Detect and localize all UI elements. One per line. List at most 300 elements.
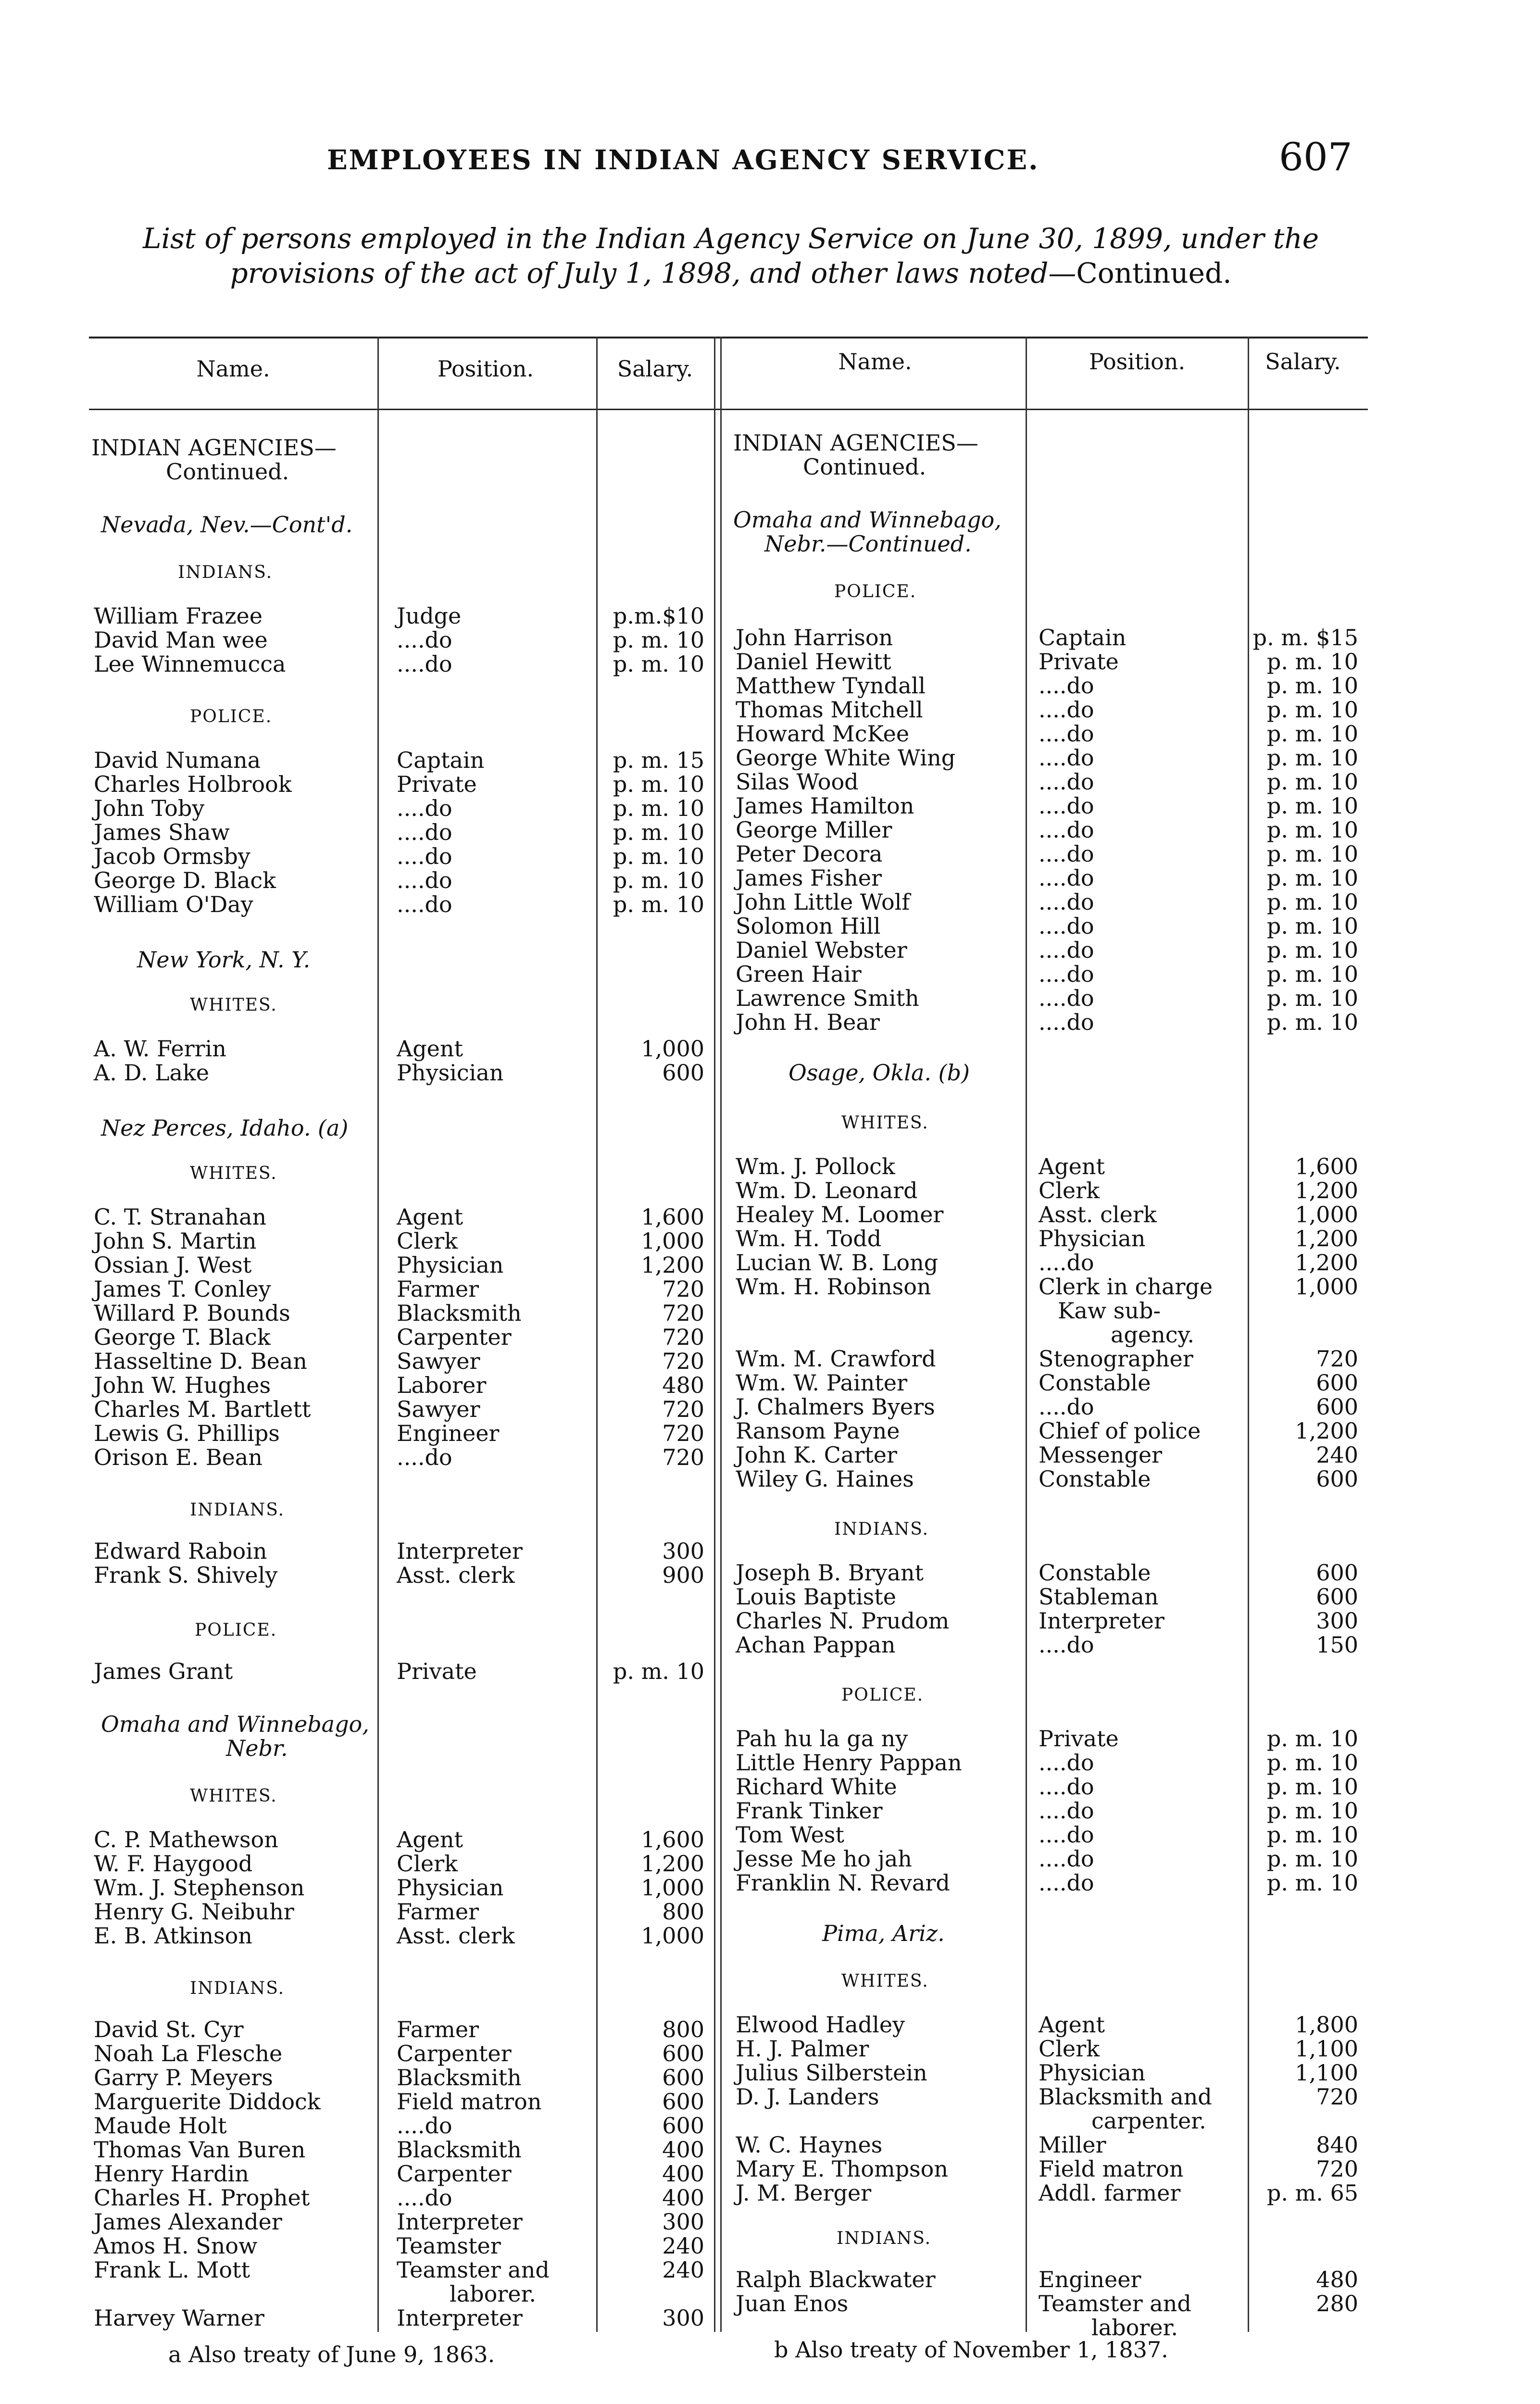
row-position: ....do xyxy=(397,627,452,653)
row-position: ....do xyxy=(397,891,452,917)
agency-heading: Omaha and Winnebago, xyxy=(101,1711,369,1737)
row-name: David Numana xyxy=(94,747,261,773)
row-position: Physician xyxy=(397,1060,504,1086)
row-salary: 1,000 xyxy=(641,1036,704,1062)
footnote-b: b Also treaty of November 1, 1837. xyxy=(774,2337,1168,2363)
column-divider xyxy=(720,337,722,2332)
row-name: Solomon Hill xyxy=(736,913,881,939)
row-name: Willard P. Bounds xyxy=(94,1300,290,1326)
row-name: Henry Hardin xyxy=(94,2161,249,2187)
row-salary: 720 xyxy=(662,1348,704,1374)
row-position: Clerk in charge xyxy=(1039,1274,1213,1300)
row-salary: p. m. 10 xyxy=(1266,913,1358,939)
row-name: James Alexander xyxy=(94,2209,282,2235)
row-salary: p. m. 10 xyxy=(1266,745,1358,771)
row-salary: 1,200 xyxy=(1295,1226,1358,1252)
row-position: ....do xyxy=(397,2113,452,2139)
row-name: Wm. M. Crawford xyxy=(736,1346,936,1372)
row-salary: 600 xyxy=(1316,1370,1358,1396)
row-name: Ransom Payne xyxy=(736,1418,900,1444)
row-salary: 1,100 xyxy=(1295,2060,1358,2086)
row-position: Carpenter xyxy=(397,1324,512,1350)
table-caption xyxy=(91,221,1370,290)
row-name: Elwood Hadley xyxy=(736,2012,905,2038)
row-name: Ossian J. West xyxy=(94,1252,252,1278)
row-position: ....do xyxy=(1039,1750,1094,1776)
row-name: Silas Wood xyxy=(736,769,859,795)
row-name: Wm. H. Robinson xyxy=(736,1274,931,1300)
row-salary: 1,100 xyxy=(1295,2036,1358,2062)
row-position: ....do xyxy=(397,1444,452,1470)
group-heading: POLICE. xyxy=(841,1685,924,1705)
row-name: H. J. Palmer xyxy=(736,2036,869,2062)
row-salary: p. m. 10 xyxy=(613,1658,704,1684)
row-position: Teamster xyxy=(397,2233,501,2259)
column-divider xyxy=(1026,337,1027,2332)
row-name: Daniel Hewitt xyxy=(736,649,891,675)
row-name: Julius Silberstein xyxy=(736,2060,927,2086)
agency-heading: Osage, Okla. (b) xyxy=(789,1060,970,1086)
row-position: Messenger xyxy=(1039,1442,1163,1468)
section-heading-cont: Continued. xyxy=(803,454,927,480)
row-position: Carpenter xyxy=(397,2161,512,2187)
row-salary: p. m. 10 xyxy=(1266,721,1358,747)
row-salary: 1,200 xyxy=(1295,1177,1358,1203)
row-position: Constable xyxy=(1039,1466,1151,1492)
row-salary: p. m. 10 xyxy=(613,843,704,869)
row-salary: 900 xyxy=(662,1562,704,1588)
row-salary: 1,200 xyxy=(1295,1250,1358,1276)
row-name: Wm. D. Leonard xyxy=(736,1177,918,1203)
row-name: Frank S. Shively xyxy=(94,1562,278,1588)
row-salary: 300 xyxy=(1316,1608,1358,1634)
agency-heading: Nebr. xyxy=(226,1735,288,1761)
row-name: Thomas Mitchell xyxy=(736,697,923,723)
row-name: Daniel Webster xyxy=(736,937,907,963)
row-name: Orison E. Bean xyxy=(94,1444,263,1470)
row-salary: p. m. 10 xyxy=(1266,1870,1358,1896)
row-name: John Harrison xyxy=(736,625,893,651)
row-name: Pah hu la ga ny xyxy=(736,1726,908,1752)
row-salary: 400 xyxy=(662,2185,704,2211)
group-heading: WHITES. xyxy=(190,1786,277,1806)
row-position: Captain xyxy=(397,747,485,773)
row-salary: p. m. 10 xyxy=(1266,865,1358,891)
row-name: David St. Cyr xyxy=(94,2016,244,2042)
row-salary: 600 xyxy=(662,1060,704,1086)
row-position: ....do xyxy=(1039,673,1094,699)
row-salary: 800 xyxy=(662,1899,704,1925)
row-position: ....do xyxy=(1039,1250,1094,1276)
row-salary: p. m. 10 xyxy=(1266,673,1358,699)
row-name: Henry G. Neibuhr xyxy=(94,1899,294,1925)
row-position: Carpenter xyxy=(397,2041,512,2066)
row-name: J. Chalmers Byers xyxy=(736,1394,935,1420)
row-name: Wm. J. Pollock xyxy=(736,1153,895,1179)
group-heading: INDIANS. xyxy=(837,2229,932,2248)
row-position: ....do xyxy=(397,651,452,677)
row-position: ....do xyxy=(1039,841,1094,867)
column-divider xyxy=(714,337,715,2332)
row-salary: p. m. 10 xyxy=(613,627,704,653)
group-heading: POLICE. xyxy=(834,582,917,601)
row-position: Physician xyxy=(397,1875,504,1901)
row-position: Agent xyxy=(397,1827,463,1853)
group-heading: WHITES. xyxy=(841,1113,929,1133)
caption-text: List of persons employed in the Indian Agency Service on June 30, 1899, under the provisions of the act of July 1, 1898, and other laws noted— xyxy=(142,222,1319,289)
row-name: Wm. H. Todd xyxy=(736,1226,882,1252)
row-salary: 720 xyxy=(1316,2084,1358,2110)
row-salary: 840 xyxy=(1316,2132,1358,2158)
row-salary: p.m.$10 xyxy=(613,603,704,629)
row-position: Agent xyxy=(1039,1153,1105,1179)
row-salary: p. m. 10 xyxy=(1266,985,1358,1011)
row-salary: 720 xyxy=(662,1300,704,1326)
row-name: Hasseltine D. Bean xyxy=(94,1348,307,1374)
row-position: Field matron xyxy=(1039,2156,1184,2182)
row-name: Frank L. Mott xyxy=(94,2257,250,2283)
row-position: ....do xyxy=(1039,817,1094,843)
row-salary: p. m. 10 xyxy=(1266,937,1358,963)
row-position-cont: laborer. xyxy=(1091,2315,1178,2341)
row-name: George D. Black xyxy=(94,867,276,893)
row-position: ....do xyxy=(1039,1632,1094,1658)
row-salary: 600 xyxy=(662,2113,704,2139)
row-salary: p. m. $15 xyxy=(1252,625,1358,651)
row-name: A. W. Ferrin xyxy=(94,1036,226,1062)
row-name: D. J. Landers xyxy=(736,2084,879,2110)
row-position: ....do xyxy=(1039,985,1094,1011)
row-salary: 600 xyxy=(1316,1466,1358,1492)
row-salary: 1,200 xyxy=(641,1851,704,1877)
row-salary: p. m. 10 xyxy=(1266,841,1358,867)
row-salary: 1,600 xyxy=(641,1827,704,1853)
row-position: ....do xyxy=(397,867,452,893)
row-name: Healey M. Loomer xyxy=(736,1202,944,1227)
row-position: Physician xyxy=(397,1252,504,1278)
row-salary: 400 xyxy=(662,2161,704,2187)
footnote-a: a Also treaty of June 9, 1863. xyxy=(168,2341,495,2367)
agency-heading: Pima, Ariz. xyxy=(822,1920,945,1946)
table-header-rule xyxy=(89,409,1368,410)
row-position: Physician xyxy=(1039,2060,1146,2086)
row-name: Ralph Blackwater xyxy=(736,2266,936,2292)
group-heading: INDIANS. xyxy=(834,1519,929,1539)
row-salary: 240 xyxy=(1316,1442,1358,1468)
row-name: Jesse Me ho jah xyxy=(736,1846,912,1872)
caption-continued: Continued. xyxy=(1076,257,1232,289)
row-position: Constable xyxy=(1039,1560,1151,1586)
row-salary: 720 xyxy=(1316,1346,1358,1372)
row-name: William O'Day xyxy=(94,891,253,917)
row-position: Asst. clerk xyxy=(1039,1202,1157,1227)
row-position-cont: carpenter. xyxy=(1091,2108,1206,2134)
row-position: Field matron xyxy=(397,2089,542,2115)
section-heading: INDIAN AGENCIES— xyxy=(91,435,337,461)
group-heading: POLICE. xyxy=(195,1620,277,1640)
row-position: Farmer xyxy=(397,1276,479,1302)
row-salary: p. m. 10 xyxy=(1266,1822,1358,1848)
row-position: Interpreter xyxy=(397,2209,523,2235)
row-salary: 150 xyxy=(1316,1632,1358,1658)
row-position: ....do xyxy=(397,843,452,869)
row-name: Amos H. Snow xyxy=(94,2233,258,2259)
row-name: Howard McKee xyxy=(736,721,910,747)
row-position: ....do xyxy=(1039,961,1094,987)
agency-heading: New York, N. Y. xyxy=(137,947,311,973)
row-salary: 720 xyxy=(662,1324,704,1350)
row-position: ....do xyxy=(1039,1798,1094,1824)
row-name: Little Henry Pappan xyxy=(736,1750,962,1776)
row-name: George Miller xyxy=(736,817,892,843)
row-name: John Little Wolf xyxy=(736,889,910,915)
row-position: Physician xyxy=(1039,1226,1146,1252)
row-salary: p. m. 10 xyxy=(1266,649,1358,675)
row-salary: 720 xyxy=(662,1276,704,1302)
row-position: Interpreter xyxy=(397,2305,523,2331)
row-salary: p. m. 10 xyxy=(1266,793,1358,819)
row-salary: p. m. 10 xyxy=(613,867,704,893)
agency-heading: Nez Perces, Idaho. (a) xyxy=(101,1115,349,1141)
row-salary: p. m. 10 xyxy=(1266,1750,1358,1776)
group-heading: INDIANS. xyxy=(178,563,273,582)
row-position: Teamster and xyxy=(1039,2291,1191,2316)
group-heading: INDIANS. xyxy=(190,1500,285,1520)
row-position: Sawyer xyxy=(397,1348,480,1374)
row-position: Clerk xyxy=(397,1851,458,1877)
row-name: E. B. Atkinson xyxy=(94,1923,252,1949)
section-heading-cont: Continued. xyxy=(166,459,289,485)
row-name: Harvey Warner xyxy=(94,2305,264,2331)
row-salary: p. m. 10 xyxy=(1266,817,1358,843)
row-position: ....do xyxy=(1039,1009,1094,1035)
row-salary: 1,000 xyxy=(1295,1202,1358,1227)
column-divider xyxy=(377,337,379,2332)
row-salary: 1,000 xyxy=(641,1875,704,1901)
row-salary: 600 xyxy=(1316,1560,1358,1586)
row-salary: 720 xyxy=(662,1444,704,1470)
row-position: ....do xyxy=(1039,769,1094,795)
row-name: Charles H. Prophet xyxy=(94,2185,310,2211)
row-position: Agent xyxy=(397,1204,463,1230)
row-name: George T. Black xyxy=(94,1324,271,1350)
row-salary: 280 xyxy=(1316,2291,1358,2316)
row-position: Agent xyxy=(397,1036,463,1062)
row-position: Private xyxy=(397,1658,477,1684)
row-salary: 480 xyxy=(662,1372,704,1398)
row-position: Judge xyxy=(397,603,462,629)
row-salary: 1,200 xyxy=(1295,1418,1358,1444)
row-position: Clerk xyxy=(1039,1177,1100,1203)
row-salary: p. m. 10 xyxy=(1266,1846,1358,1872)
row-salary: 480 xyxy=(1316,2266,1358,2292)
section-heading: INDIAN AGENCIES— xyxy=(733,430,978,456)
row-name: Lewis G. Phillips xyxy=(94,1420,280,1446)
row-name: Lucian W. B. Long xyxy=(736,1250,939,1276)
row-salary: 1,800 xyxy=(1295,2012,1358,2038)
row-position: ....do xyxy=(1039,1870,1094,1896)
row-salary: 300 xyxy=(662,2305,704,2331)
row-position: Stenographer xyxy=(1039,1346,1193,1372)
row-salary: 1,600 xyxy=(641,1204,704,1230)
row-name: C. T. Stranahan xyxy=(94,1204,267,1230)
row-name: Edward Raboin xyxy=(94,1538,267,1564)
row-salary: p. m. 10 xyxy=(613,651,704,677)
row-name: John S. Martin xyxy=(94,1228,257,1254)
row-name: Louis Baptiste xyxy=(736,1584,896,1610)
row-position: Clerk xyxy=(1039,2036,1100,2062)
row-position: ....do xyxy=(397,819,452,845)
row-name: Charles Holbrook xyxy=(94,771,292,797)
row-name: Charles M. Bartlett xyxy=(94,1396,311,1422)
row-position: Engineer xyxy=(397,1420,500,1446)
row-name: Charles N. Prudom xyxy=(736,1608,950,1634)
row-position: Teamster and xyxy=(397,2257,550,2283)
row-position: Farmer xyxy=(397,1899,479,1925)
row-name: David Man wee xyxy=(94,627,268,653)
row-salary: 720 xyxy=(662,1420,704,1446)
row-salary: 600 xyxy=(662,2089,704,2115)
row-name: Tom West xyxy=(736,1822,844,1848)
row-name: J. M. Berger xyxy=(736,2180,872,2206)
row-position: Interpreter xyxy=(397,1538,523,1564)
row-name: Noah La Flesche xyxy=(94,2041,283,2066)
row-salary: 600 xyxy=(1316,1584,1358,1610)
row-salary: p. m. 10 xyxy=(1266,889,1358,915)
row-position: Asst. clerk xyxy=(397,1562,515,1588)
row-name: Matthew Tyndall xyxy=(736,673,926,699)
group-heading: WHITES. xyxy=(190,1164,277,1183)
page-header-title: EMPLOYEES IN INDIAN AGENCY SERVICE. xyxy=(327,144,1039,176)
row-position: ....do xyxy=(1039,937,1094,963)
row-salary: p. m. 10 xyxy=(613,819,704,845)
row-name: Jacob Ormsby xyxy=(94,843,250,869)
row-position: Miller xyxy=(1039,2132,1106,2158)
row-name: Achan Pappan xyxy=(736,1632,896,1658)
row-name: James T. Conley xyxy=(94,1276,271,1302)
row-name: W. C. Haynes xyxy=(736,2132,883,2158)
row-name: Garry P. Meyers xyxy=(94,2065,273,2091)
row-position: ....do xyxy=(1039,697,1094,723)
row-name: Lawrence Smith xyxy=(736,985,919,1011)
row-name: Richard White xyxy=(736,1774,897,1800)
row-position: ....do xyxy=(1039,1394,1094,1420)
row-salary: p. m. 10 xyxy=(613,795,704,821)
col-header-salary-right: Salary. xyxy=(1265,349,1341,375)
row-name: A. D. Lake xyxy=(94,1060,210,1086)
row-position: Sawyer xyxy=(397,1396,480,1422)
row-salary: p. m. 65 xyxy=(1266,2180,1358,2206)
row-salary: 1,000 xyxy=(641,1923,704,1949)
row-salary: 300 xyxy=(662,1538,704,1564)
row-salary: p. m. 15 xyxy=(613,747,704,773)
row-salary: p. m. 10 xyxy=(1266,1009,1358,1035)
row-salary: p. m. 10 xyxy=(1266,697,1358,723)
row-name: Marguerite Diddock xyxy=(94,2089,321,2115)
row-position: ....do xyxy=(1039,1846,1094,1872)
row-position: ....do xyxy=(1039,1774,1094,1800)
row-name: Franklin N. Revard xyxy=(736,1870,950,1896)
row-salary: p. m. 10 xyxy=(1266,769,1358,795)
row-salary: 1,200 xyxy=(641,1252,704,1278)
row-salary: 600 xyxy=(1316,1394,1358,1420)
row-salary: p. m. 10 xyxy=(1266,1798,1358,1824)
col-header-position-left: Position. xyxy=(437,356,534,382)
row-position: Captain xyxy=(1039,625,1127,651)
row-name: Lee Winnemucca xyxy=(94,651,286,677)
row-salary: p. m. 10 xyxy=(1266,961,1358,987)
row-salary: 600 xyxy=(662,2065,704,2091)
row-position: Clerk xyxy=(397,1228,458,1254)
row-salary: 600 xyxy=(662,2041,704,2066)
row-salary: p. m. 10 xyxy=(613,891,704,917)
row-salary: 300 xyxy=(662,2209,704,2235)
row-salary: 240 xyxy=(662,2233,704,2259)
row-salary: 720 xyxy=(662,1396,704,1422)
row-name: John K. Carter xyxy=(736,1442,897,1468)
row-salary: p. m. 10 xyxy=(1266,1774,1358,1800)
row-position: Asst. clerk xyxy=(397,1923,515,1949)
agency-heading: Omaha and Winnebago, xyxy=(733,507,1002,533)
page-number: 607 xyxy=(1279,135,1352,179)
row-position-cont: laborer. xyxy=(450,2281,537,2307)
row-position: Blacksmith xyxy=(397,1300,522,1326)
row-position: Stableman xyxy=(1039,1584,1159,1610)
row-position-cont: Kaw sub- xyxy=(1058,1298,1161,1324)
row-name: Joseph B. Bryant xyxy=(736,1560,924,1586)
row-position: ....do xyxy=(1039,1822,1094,1848)
row-salary: p. m. 10 xyxy=(613,771,704,797)
row-position: Engineer xyxy=(1039,2266,1141,2292)
row-position: Chief of police xyxy=(1039,1418,1201,1444)
row-position: ....do xyxy=(1039,889,1094,915)
row-position: Laborer xyxy=(397,1372,487,1398)
row-name: James Hamilton xyxy=(736,793,914,819)
row-name: William Frazee xyxy=(94,603,263,629)
row-position: ....do xyxy=(1039,865,1094,891)
row-position-cont: agency. xyxy=(1111,1322,1194,1348)
row-position: ....do xyxy=(397,2185,452,2211)
row-position: Farmer xyxy=(397,2016,479,2042)
row-salary: 720 xyxy=(1316,2156,1358,2182)
row-name: Frank Tinker xyxy=(736,1798,883,1824)
table-top-rule xyxy=(89,337,1368,338)
row-salary: 400 xyxy=(662,2137,704,2163)
row-name: Maude Holt xyxy=(94,2113,227,2139)
row-position: Blacksmith and xyxy=(1039,2084,1212,2110)
row-name: Mary E. Thompson xyxy=(736,2156,948,2182)
row-name: Wm. J. Stephenson xyxy=(94,1875,305,1901)
row-position: ....do xyxy=(1039,913,1094,939)
row-name: Green Hair xyxy=(736,961,862,987)
row-position: Blacksmith xyxy=(397,2137,522,2163)
row-position: ....do xyxy=(1039,745,1094,771)
group-heading: POLICE. xyxy=(190,707,273,726)
row-position: ....do xyxy=(397,795,452,821)
col-header-name-left: Name. xyxy=(196,356,270,382)
row-name: Wm. W. Painter xyxy=(736,1370,907,1396)
row-salary: 240 xyxy=(662,2257,704,2283)
row-position: Addl. farmer xyxy=(1039,2180,1181,2206)
row-name: Peter Decora xyxy=(736,841,883,867)
row-name: John H. Bear xyxy=(736,1009,880,1035)
row-name: C. P. Mathewson xyxy=(94,1827,278,1853)
row-salary: 1,600 xyxy=(1295,1153,1358,1179)
row-salary: 1,000 xyxy=(641,1228,704,1254)
agency-heading: Nebr.—Continued. xyxy=(764,531,972,557)
row-name: James Shaw xyxy=(94,819,230,845)
row-name: John Toby xyxy=(94,795,205,821)
